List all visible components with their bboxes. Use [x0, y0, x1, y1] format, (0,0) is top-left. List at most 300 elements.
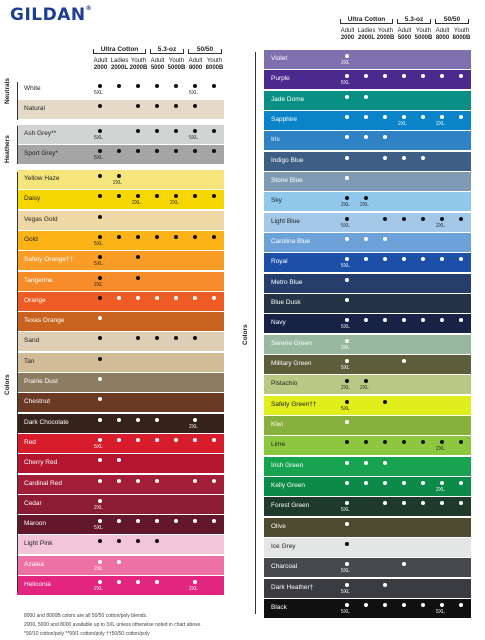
color-swatch	[264, 335, 338, 354]
color-row	[264, 152, 471, 171]
color-name: Chestnut	[24, 398, 51, 406]
availability-cell	[414, 192, 433, 211]
availability-cell	[414, 558, 433, 577]
available-dot-icon	[440, 440, 444, 444]
availability-cell	[205, 170, 224, 189]
header-col-6	[205, 58, 224, 71]
availability-cell	[395, 253, 414, 272]
available-dot-icon	[383, 257, 387, 261]
colors-left-bracket	[17, 172, 18, 592]
header-group-1: 5.3-oz	[150, 46, 184, 54]
availability-cell	[414, 457, 433, 476]
color-row	[17, 80, 224, 99]
available-dot-icon	[383, 461, 387, 465]
availability-cell	[452, 457, 471, 476]
color-row	[17, 100, 224, 119]
availability-cell	[376, 457, 395, 476]
availability-cell	[357, 599, 376, 618]
available-dot-icon	[193, 194, 197, 198]
color-name: Daisy	[24, 195, 41, 203]
available-dot-icon	[459, 257, 463, 261]
available-dot-icon	[440, 603, 444, 607]
available-dot-icon	[459, 115, 463, 119]
max-size-label: 5XL	[341, 324, 350, 331]
available-dot-icon	[98, 149, 102, 153]
available-dot-icon	[383, 481, 387, 485]
available-dot-icon	[364, 115, 368, 119]
color-swatch	[17, 211, 91, 230]
availability-cell	[110, 332, 129, 351]
availability-cell	[395, 152, 414, 171]
available-dot-icon	[193, 129, 197, 133]
header-group-2: 50/50	[188, 46, 222, 54]
availability-cell	[91, 80, 110, 99]
availability-cell	[338, 253, 357, 272]
header-group-0: Ultra Cotton	[93, 46, 146, 54]
availability-cell	[129, 211, 148, 230]
available-dot-icon	[345, 298, 349, 302]
availability-cell	[452, 192, 471, 211]
available-dot-icon	[345, 318, 349, 322]
available-dot-icon	[383, 74, 387, 78]
available-dot-icon	[364, 481, 368, 485]
availability-cell	[129, 100, 148, 119]
footnote-2: 2000, 5000 and 8000 available up to 3XL unless otherwise noted in chart above.	[24, 622, 202, 628]
color-row	[17, 454, 224, 473]
available-dot-icon	[459, 440, 463, 444]
color-swatch	[264, 233, 338, 252]
availability-cell	[338, 375, 357, 394]
availability-cell	[357, 436, 376, 455]
availability-cell	[205, 231, 224, 250]
color-row	[264, 253, 471, 272]
availability-cell	[338, 192, 357, 211]
availability-cell	[148, 495, 167, 514]
color-name: Sport Grey*	[24, 150, 58, 158]
header-col-style: 2000B	[129, 64, 148, 71]
max-size-label: 5XL	[94, 261, 103, 268]
availability-cell	[167, 231, 186, 250]
header-col-2	[376, 28, 395, 41]
header-group-1: 5.3-oz	[397, 16, 431, 24]
availability-cell	[433, 497, 452, 516]
availability-cell	[338, 70, 357, 89]
color-name: Cardinal Red	[24, 479, 62, 487]
header-col-4	[414, 28, 433, 41]
availability-cell	[186, 312, 205, 331]
max-size-label: 5XL	[94, 155, 103, 162]
available-dot-icon	[155, 336, 159, 340]
color-name: White	[24, 85, 41, 92]
availability-cell	[433, 457, 452, 476]
availability-cell	[395, 375, 414, 394]
color-row	[264, 457, 471, 476]
color-name: Dark Heather†	[271, 583, 314, 591]
color-swatch	[264, 152, 338, 171]
availability-cell	[186, 515, 205, 534]
header-col-type: Youth	[206, 58, 223, 64]
availability-cell	[357, 131, 376, 150]
availability-cell	[186, 332, 205, 351]
header-col-type: Adult	[150, 58, 165, 64]
header-col-type: Youth	[415, 28, 432, 34]
color-swatch	[264, 111, 338, 130]
color-row	[17, 251, 224, 270]
color-swatch	[17, 190, 91, 209]
availability-cell	[338, 172, 357, 191]
available-dot-icon	[440, 115, 444, 119]
color-swatch	[264, 131, 338, 150]
color-row	[264, 335, 471, 354]
availability-cell	[338, 396, 357, 415]
available-dot-icon	[117, 560, 121, 564]
color-name: Maroon	[24, 520, 47, 528]
availability-cell	[110, 515, 129, 534]
availability-cell	[148, 515, 167, 534]
availability-cell	[376, 233, 395, 252]
available-dot-icon	[136, 519, 140, 523]
availability-cell	[357, 579, 376, 598]
header-col-style: 2000	[340, 34, 355, 41]
availability-cell	[433, 70, 452, 89]
available-dot-icon	[155, 539, 159, 543]
available-dot-icon	[193, 296, 197, 300]
availability-cell	[186, 211, 205, 230]
availability-cell	[186, 353, 205, 372]
available-dot-icon	[440, 501, 444, 505]
availability-cell	[357, 375, 376, 394]
availability-cell	[433, 477, 452, 496]
availability-cell	[148, 414, 167, 433]
availability-cell	[110, 535, 129, 554]
availability-cell	[357, 253, 376, 272]
color-name: Tangerine	[24, 276, 53, 284]
availability-cell	[414, 131, 433, 150]
availability-cell	[110, 414, 129, 433]
availability-cell	[452, 375, 471, 394]
availability-cell	[433, 314, 452, 333]
max-size-label: 2XL	[94, 586, 103, 592]
max-size-label: 2XL	[94, 504, 103, 511]
available-dot-icon	[345, 74, 349, 78]
color-swatch	[17, 495, 91, 514]
availability-cell	[414, 314, 433, 333]
color-swatch	[264, 375, 338, 394]
max-size-label: 2XL	[436, 446, 445, 453]
available-dot-icon	[383, 237, 387, 241]
color-name: Metro Blue	[271, 278, 303, 286]
availability-cell	[376, 314, 395, 333]
color-name: Ash Grey**	[24, 130, 57, 137]
available-dot-icon	[212, 296, 216, 300]
color-row	[17, 125, 224, 144]
availability-cell	[205, 251, 224, 270]
available-dot-icon	[421, 156, 425, 160]
availability-cell	[186, 272, 205, 291]
color-name: Yellow Haze	[24, 175, 60, 182]
color-name: Red	[24, 438, 36, 446]
availability-cell	[148, 170, 167, 189]
availability-cell	[433, 355, 452, 374]
max-size-label: 2XL	[341, 385, 350, 392]
color-name: Gold	[24, 235, 38, 243]
color-swatch	[17, 332, 91, 351]
availability-cell	[395, 335, 414, 354]
availability-cell	[452, 131, 471, 150]
color-row	[17, 292, 224, 311]
max-size-label: 2XL	[398, 120, 407, 127]
color-row	[264, 172, 471, 191]
availability-cell	[395, 50, 414, 69]
availability-cell	[205, 535, 224, 554]
available-dot-icon	[193, 149, 197, 153]
availability-cell	[357, 457, 376, 476]
available-dot-icon	[155, 519, 159, 523]
color-name: Light Blue	[271, 217, 300, 225]
header-group-2: 50/50	[435, 16, 469, 24]
color-swatch	[264, 599, 338, 618]
availability-cell	[414, 538, 433, 557]
availability-cell	[91, 125, 110, 144]
available-dot-icon	[345, 339, 349, 343]
available-dot-icon	[402, 74, 406, 78]
availability-cell	[91, 170, 110, 189]
color-name: Forest Green	[271, 502, 310, 510]
availability-cell	[376, 518, 395, 537]
color-swatch	[17, 251, 91, 270]
header-col-style: 2000	[93, 64, 108, 71]
availability-cell	[148, 272, 167, 291]
available-dot-icon	[364, 135, 368, 139]
available-dot-icon	[212, 235, 216, 239]
availability-cell	[395, 111, 414, 130]
availability-cell	[395, 131, 414, 150]
color-row	[17, 556, 224, 575]
color-name: Texas Orange	[24, 317, 65, 325]
availability-cell	[205, 373, 224, 392]
availability-cell	[357, 314, 376, 333]
available-dot-icon	[421, 115, 425, 119]
availability-cell	[205, 332, 224, 351]
available-dot-icon	[136, 84, 140, 88]
availability-cell	[338, 213, 357, 232]
header-col-type: Adult	[188, 58, 203, 64]
available-dot-icon	[174, 149, 178, 153]
available-dot-icon	[345, 562, 349, 566]
header-col-0	[338, 28, 357, 41]
available-dot-icon	[98, 458, 102, 462]
max-size-label: 5XL	[341, 507, 350, 514]
available-dot-icon	[345, 522, 349, 526]
availability-cell	[376, 497, 395, 516]
color-name: Prairie Dust	[24, 378, 58, 385]
available-dot-icon	[383, 603, 387, 607]
color-row	[264, 294, 471, 313]
availability-cell	[433, 213, 452, 232]
availability-cell	[414, 335, 433, 354]
available-dot-icon	[155, 104, 159, 108]
color-name: Safety Orange††	[24, 256, 74, 264]
available-dot-icon	[459, 501, 463, 505]
availability-cell	[414, 497, 433, 516]
availability-cell	[338, 416, 357, 435]
color-swatch	[17, 434, 91, 453]
max-size-label: 5XL	[94, 90, 103, 96]
availability-cell	[376, 172, 395, 191]
availability-cell	[167, 414, 186, 433]
available-dot-icon	[117, 539, 121, 543]
availability-cell	[205, 292, 224, 311]
availability-cell	[452, 396, 471, 415]
availability-cell	[452, 314, 471, 333]
availability-cell	[376, 599, 395, 618]
availability-cell	[186, 556, 205, 575]
availability-cell	[129, 145, 148, 164]
availability-cell	[91, 211, 110, 230]
availability-cell	[433, 253, 452, 272]
availability-cell	[91, 434, 110, 453]
availability-cell	[91, 145, 110, 164]
availability-cell	[452, 233, 471, 252]
color-swatch	[17, 170, 91, 189]
colors-right-bracket	[255, 52, 256, 614]
available-dot-icon	[345, 135, 349, 139]
color-row	[264, 314, 471, 333]
availability-cell	[205, 125, 224, 144]
available-dot-icon	[345, 217, 349, 221]
available-dot-icon	[345, 54, 349, 58]
color-name: Black	[271, 603, 287, 611]
availability-cell	[414, 152, 433, 171]
header-col-4	[167, 58, 186, 71]
available-dot-icon	[136, 296, 140, 300]
color-name: Cedar	[24, 499, 42, 507]
availability-cell	[91, 353, 110, 372]
color-swatch	[17, 535, 91, 554]
availability-cell	[357, 355, 376, 374]
available-dot-icon	[136, 194, 140, 198]
availability-cell	[110, 495, 129, 514]
availability-cell	[129, 190, 148, 209]
available-dot-icon	[98, 357, 102, 361]
color-row	[17, 312, 224, 331]
header-col-type: Youth	[130, 58, 147, 64]
availability-cell	[452, 436, 471, 455]
availability-cell	[91, 454, 110, 473]
availability-cell	[376, 111, 395, 130]
availability-cell	[110, 312, 129, 331]
availability-cell	[414, 274, 433, 293]
availability-cell	[452, 477, 471, 496]
color-swatch	[17, 80, 91, 99]
availability-cell	[148, 556, 167, 575]
header-col-5	[433, 28, 452, 41]
availability-cell	[129, 292, 148, 311]
color-swatch	[17, 312, 91, 331]
header-col-type: Adult	[397, 28, 412, 34]
color-name: Natural	[24, 105, 45, 113]
color-name: Purple	[271, 75, 290, 83]
availability-cell	[395, 538, 414, 557]
availability-cell	[376, 131, 395, 150]
color-row	[264, 274, 471, 293]
available-dot-icon	[402, 257, 406, 261]
header-col-0	[91, 58, 110, 71]
color-name: Carolina Blue	[271, 237, 311, 245]
color-row	[17, 515, 224, 534]
available-dot-icon	[364, 440, 368, 444]
availability-cell	[167, 353, 186, 372]
available-dot-icon	[136, 235, 140, 239]
color-swatch	[264, 396, 338, 415]
color-swatch	[264, 355, 338, 374]
color-row	[264, 396, 471, 415]
available-dot-icon	[364, 318, 368, 322]
availability-cell	[186, 454, 205, 473]
max-size-label: 2XL	[94, 565, 103, 572]
availability-cell	[91, 393, 110, 412]
section-label-heathers: Heathers	[4, 135, 11, 163]
color-row	[264, 192, 471, 211]
available-dot-icon	[98, 418, 102, 422]
color-swatch	[264, 477, 338, 496]
availability-cell	[338, 558, 357, 577]
available-dot-icon	[136, 336, 140, 340]
color-name: Kelly Green	[271, 481, 305, 489]
availability-cell	[110, 272, 129, 291]
availability-cell	[129, 125, 148, 144]
color-row	[264, 599, 471, 618]
color-row	[264, 477, 471, 496]
available-dot-icon	[174, 438, 178, 442]
available-dot-icon	[117, 194, 121, 198]
availability-cell	[338, 294, 357, 313]
availability-cell	[110, 475, 129, 494]
color-row	[264, 416, 471, 435]
availability-cell	[395, 558, 414, 577]
available-dot-icon	[98, 397, 102, 401]
available-dot-icon	[383, 501, 387, 505]
available-dot-icon	[155, 149, 159, 153]
available-dot-icon	[98, 194, 102, 198]
availability-cell	[357, 111, 376, 130]
availability-cell	[167, 373, 186, 392]
available-dot-icon	[383, 400, 387, 404]
available-dot-icon	[98, 499, 102, 503]
available-dot-icon	[98, 255, 102, 259]
available-dot-icon	[98, 84, 102, 88]
available-dot-icon	[155, 129, 159, 133]
availability-cell	[148, 231, 167, 250]
available-dot-icon	[98, 316, 102, 320]
color-name: Violet	[271, 55, 288, 62]
availability-cell	[452, 50, 471, 69]
color-row	[264, 436, 471, 455]
color-row	[17, 272, 224, 291]
availability-cell	[338, 518, 357, 537]
available-dot-icon	[383, 115, 387, 119]
available-dot-icon	[136, 418, 140, 422]
available-dot-icon	[383, 217, 387, 221]
available-dot-icon	[193, 104, 197, 108]
color-swatch	[17, 272, 91, 291]
availability-cell	[167, 80, 186, 99]
availability-cell	[186, 535, 205, 554]
availability-cell	[91, 312, 110, 331]
availability-cell	[452, 274, 471, 293]
availability-cell	[167, 556, 186, 575]
color-name: Military Green	[271, 359, 312, 367]
